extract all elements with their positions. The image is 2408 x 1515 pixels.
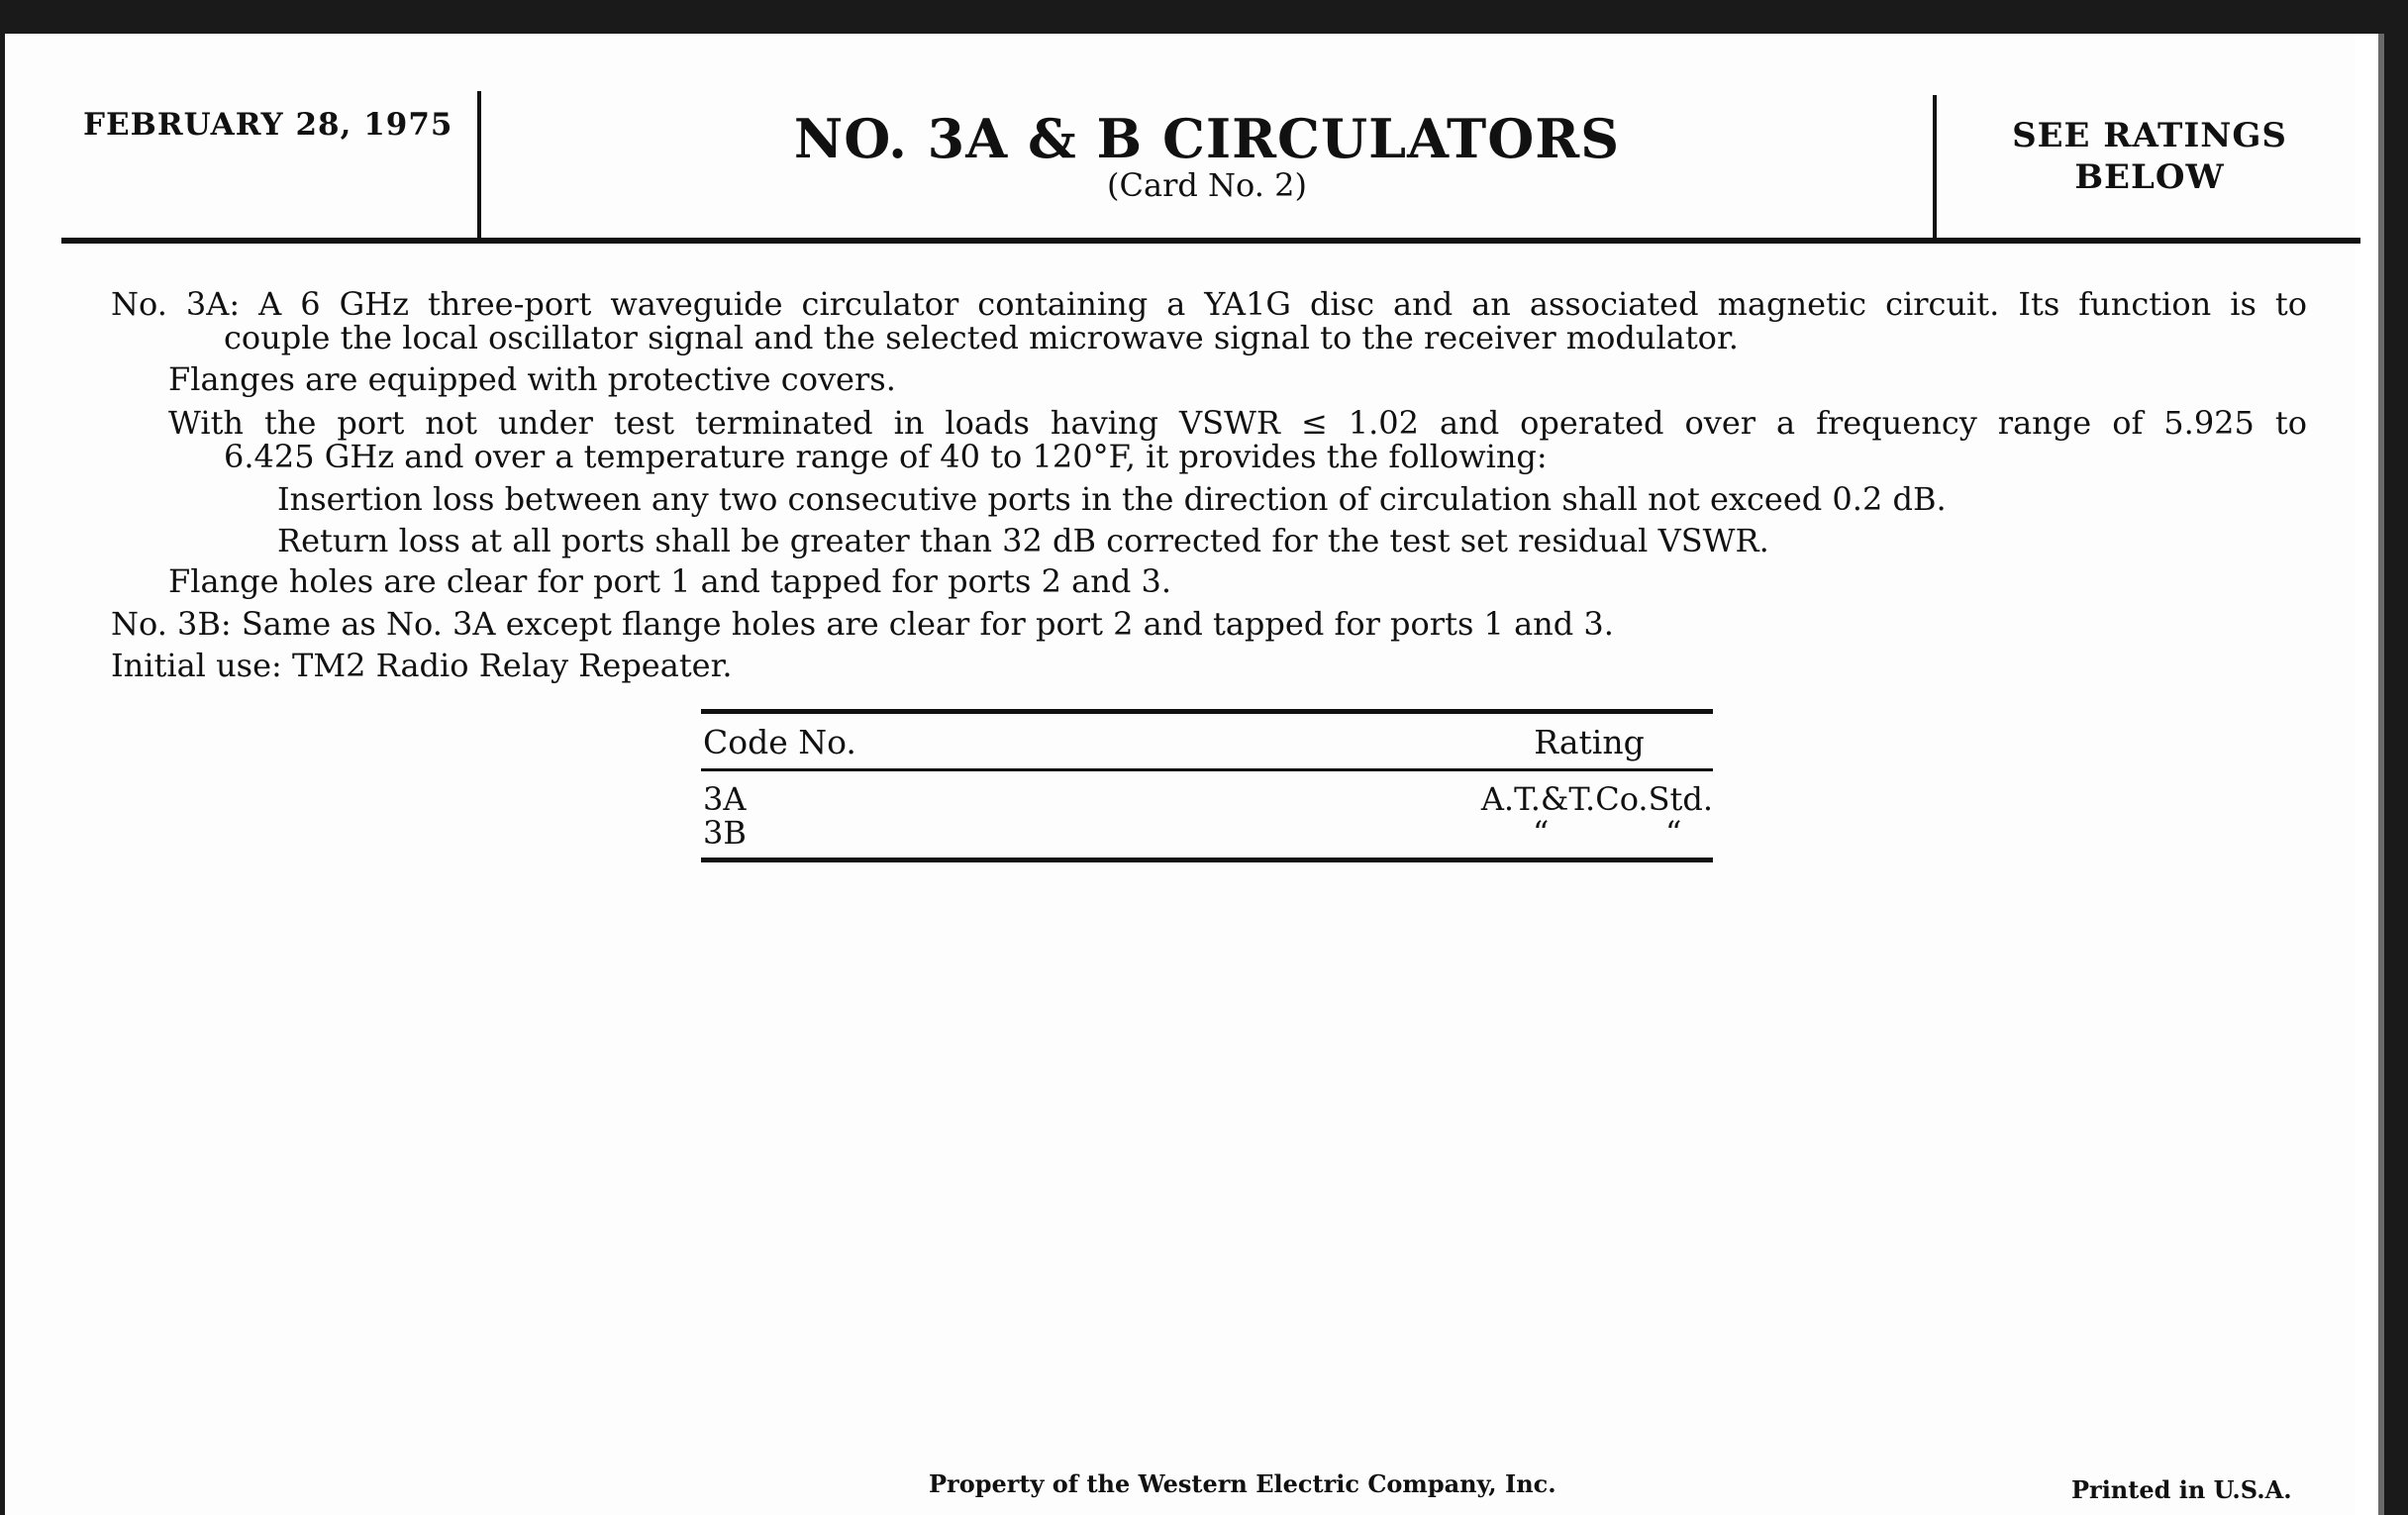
table-rule-header [701,768,1713,771]
scan-border-top [0,0,2408,34]
table-header-rating: Rating [1534,723,1645,761]
table-cell-code: 3B [703,814,747,852]
paragraph-3b-description: No. 3B: Same as No. 3A except flange holes are clear for port 2 and tapped for ports 1 and 3. [111,605,1614,643]
paragraph-line: No. 3A: A 6 GHz three-port waveguide circulator containing a YA1G disc and an associated magnetic circuit. Its function is to [111,285,2307,323]
card-edge-shadow [2378,34,2384,1515]
table-cell-rating: A.T.&T.Co.Std. [1480,780,1713,818]
header-ratings-note [1937,115,2362,198]
paragraph-line: With the port not under test terminated in loads having VSWR ≤ 1.02 and operated over a frequency range of 5.925 to [168,404,2307,442]
paragraph-line: couple the local oscillator signal and the selected microwave signal to the receiver modulator. [224,319,1739,356]
table-header-code: Code No. [703,723,856,761]
scan-border-right [2384,0,2408,1515]
ditto-mark: “ [1665,814,1682,852]
ratings-line-1: SEE RATINGS [2012,116,2287,155]
header-rule [61,238,2360,244]
header-date: FEBRUARY 28, 1975 [83,107,453,143]
table-rule-bottom [701,858,1713,862]
spec-return-loss: Return loss at all ports shall be greater than 32 dB corrected for the test set residual VSWR. [277,522,1769,559]
document-card [5,34,2355,1515]
page-title: NO. 3A & B CIRCULATORS [793,107,1621,170]
footer-printed-in: Printed in U.S.A. [2071,1475,2292,1504]
table-rule-top [701,709,1713,714]
page-subtitle: (Card No. 2) [1107,166,1307,204]
paragraph-3a-description [111,287,2307,321]
spec-insertion-loss: Insertion loss between any two consecutive ports in the direction of circulation shall not exceed 0.2 dB. [277,480,1947,518]
paragraph-flange-holes: Flange holes are clear for port 1 and tapped for ports 2 and 3. [168,562,1171,600]
paragraph-flanges: Flanges are equipped with protective covers. [168,360,896,398]
ratings-line-2: BELOW [2074,157,2225,197]
paragraph-initial-use: Initial use: TM2 Radio Relay Repeater. [111,647,733,684]
table-cell-code: 3A [703,780,747,818]
ditto-mark: “ [1533,814,1550,852]
paragraph-test-conditions [168,406,2307,440]
footer-property-notice: Property of the Western Electric Company, Inc. [929,1469,1556,1498]
paragraph-line: 6.425 GHz and over a temperature range of 40 to 120°F, it provides the following: [224,438,1548,475]
